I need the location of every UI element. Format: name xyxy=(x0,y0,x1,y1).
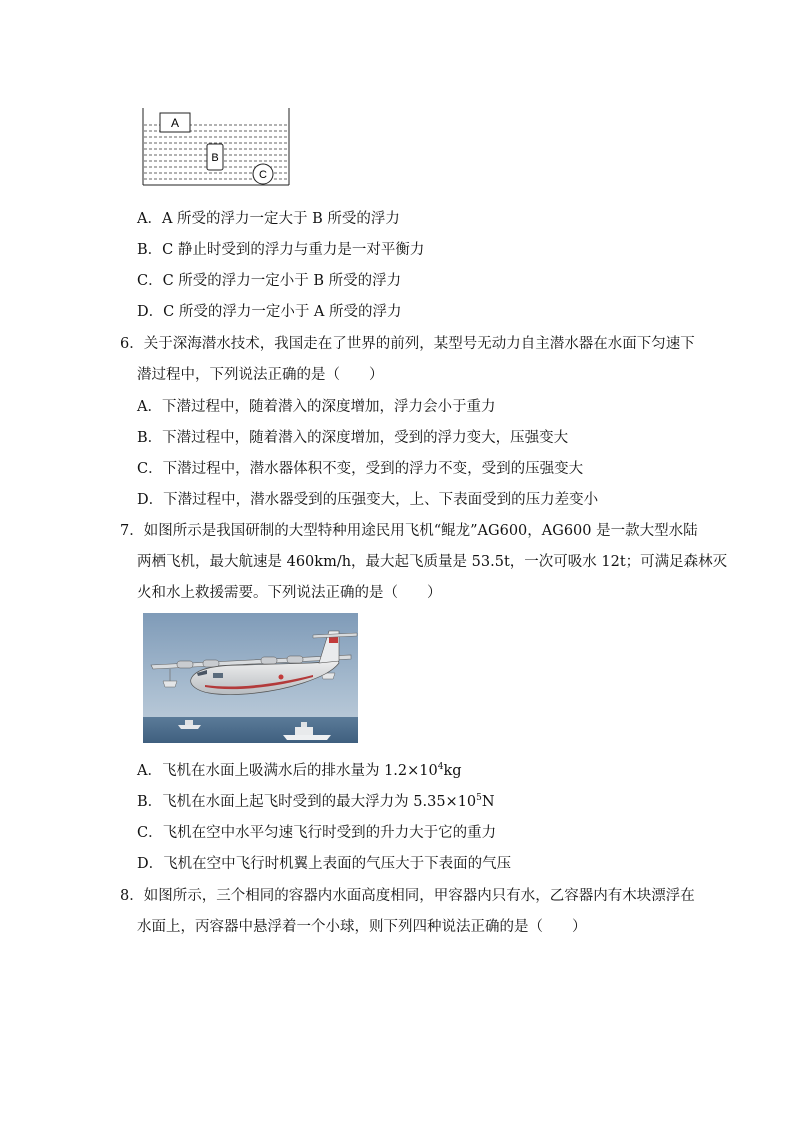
q6-option-b: B．下潜过程中，随着潜入的深度增加，受到的浮力变大，压强变大 xyxy=(137,430,569,446)
q6-option-a: A．下潜过程中，随着潜入的深度增加，浮力会小于重力 xyxy=(137,399,496,415)
q7-stem-line1: 7．如图所示是我国研制的大型特种用途民用飞机“鲲龙”AG600，AG600 是一款大型水陆 xyxy=(120,523,698,539)
q7-stem-line3: 火和水上救援需要。下列说法正确的是（ ） xyxy=(137,585,442,601)
q5-option-a: A．A 所受的浮力一定大于 B 所受的浮力 xyxy=(137,211,400,227)
amphibious-plane-photo xyxy=(143,613,358,743)
block-a-label: A xyxy=(170,116,180,130)
q7-stem-line2: 两栖飞机，最大航速是 460km/h，最大起飞质量是 53.5t，一次可吸水 12t；可满足森林灭 xyxy=(137,554,728,570)
q8-stem-line2: 水面上，丙容器中悬浮着一个小球，则下列四种说法正确的是（ ） xyxy=(137,919,587,935)
q6-stem-line1: 6．关于深海潜水技术，我国走在了世界的前列，某型号无动力自主潜水器在水面下匀速下 xyxy=(120,336,695,352)
q7-option-a: A．飞机在水面上吸满水后的排水量为 $1.2\times 10^4kg$ xyxy=(137,762,462,779)
q7-option-d: D．飞机在空中飞行时机翼上表面的气压大于下表面的气压 xyxy=(137,856,512,872)
q6-stem-line2: 潜过程中，下列说法正确的是（ ） xyxy=(137,367,384,383)
q8-stem-line1: 8．如图所示，三个相同的容器内水面高度相同，甲容器内只有水，乙容器内有木块漂浮在 xyxy=(120,888,695,904)
ball-c-label: C xyxy=(259,169,267,181)
q5-option-d: D．C 所受的浮力一定小于 A 所受的浮力 xyxy=(137,304,402,320)
q5-option-b: B．C 静止时受到的浮力与重力是一对平衡力 xyxy=(137,242,425,258)
q7-option-b: B．飞机在水面上起飞时受到的最大浮力为 $5.35\times 10^5N$ xyxy=(137,793,495,810)
q7-option-c: C．飞机在空中水平匀速飞行时受到的升力大于它的重力 xyxy=(137,825,497,841)
q5-option-c: C．C 所受的浮力一定小于 B 所受的浮力 xyxy=(137,273,402,289)
q6-option-d: D．下潜过程中，潜水器受到的压强变大，上、下表面受到的压力差变小 xyxy=(137,492,599,508)
container-diagram xyxy=(138,108,294,190)
q6-option-c: C．下潜过程中，潜水器体积不变，受到的浮力不变，受到的压强变大 xyxy=(137,461,584,477)
block-b-label: B xyxy=(211,152,219,164)
